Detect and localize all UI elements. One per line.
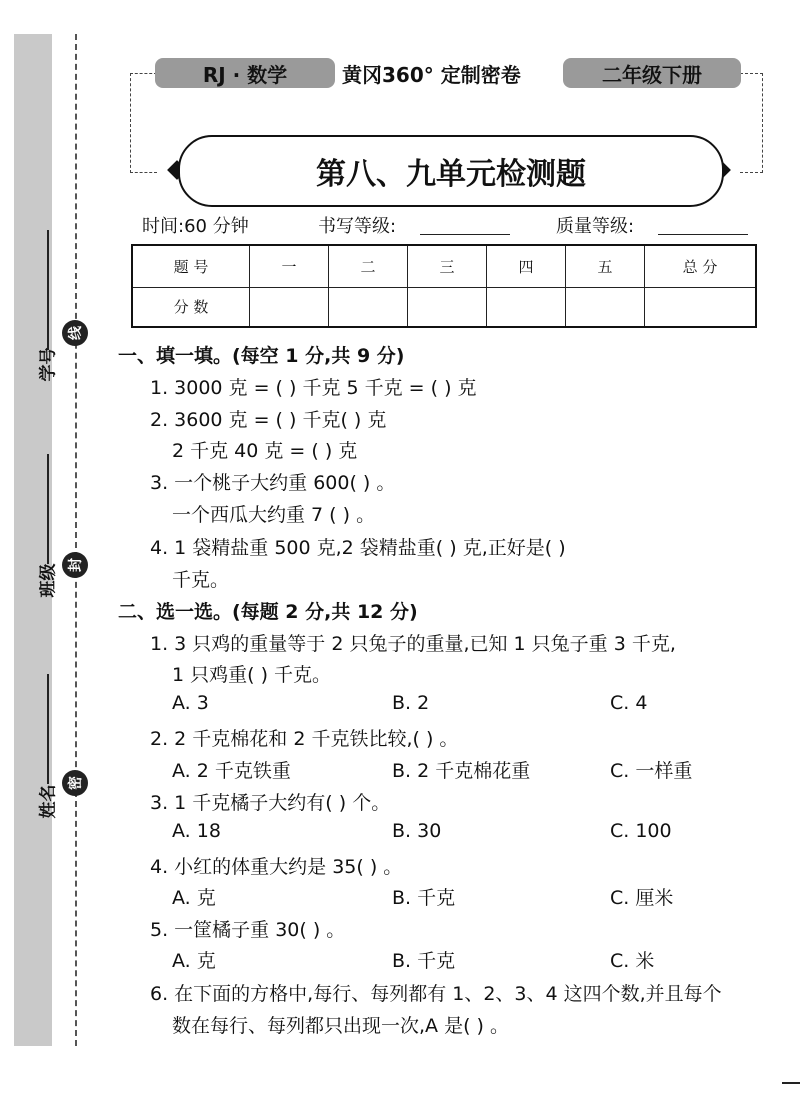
q4-stem: 4. 小红的体重大约是 35( ) 。 <box>150 856 403 878</box>
student-id-label: 学号 <box>38 347 59 382</box>
score-cell[interactable] <box>645 287 757 327</box>
q1-option-b[interactable]: B. 2 <box>392 692 430 714</box>
table-header-cell: 一 <box>250 245 329 287</box>
score-cell[interactable] <box>408 287 487 327</box>
binding-strip <box>14 34 59 1046</box>
q3-option-b[interactable]: B. 30 <box>392 820 442 842</box>
q5-option-a[interactable]: A. 克 <box>172 950 216 972</box>
table-header-cell: 总 分 <box>645 245 757 287</box>
s1-line-1: 1. 3000 克 = ( ) 千克 5 千克 = ( ) 克 <box>150 377 477 399</box>
quality-grade-blank[interactable] <box>658 216 748 235</box>
writing-grade-blank[interactable] <box>420 216 510 235</box>
q1-option-a[interactable]: A. 3 <box>172 692 209 714</box>
q5-stem: 5. 一筐橘子重 30( ) 。 <box>150 919 346 941</box>
q6-stem-2: 数在每行、每列都只出现一次,A 是( ) 。 <box>172 1015 509 1037</box>
q4-option-b[interactable]: B. 千克 <box>392 887 456 909</box>
exam-meta <box>142 208 762 238</box>
q1-option-c[interactable]: C. 4 <box>610 692 648 714</box>
header-right-bracket <box>740 73 763 173</box>
q5-option-c[interactable]: C. 米 <box>610 950 655 972</box>
seal-seal-mark: 封 <box>62 552 88 578</box>
s1-line-3: 2 千克 40 克 = ( ) 克 <box>172 440 358 462</box>
name-label: 姓名 <box>38 784 59 819</box>
header-left-bracket <box>130 73 157 173</box>
q3-option-a[interactable]: A. 18 <box>172 820 221 842</box>
section1-heading: 一、填一填。(每空 1 分,共 9 分) <box>118 345 405 367</box>
score-table <box>131 244 757 328</box>
q6-stem: 6. 在下面的方格中,每行、每列都有 1、2、3、4 这四个数,并且每个 <box>150 983 722 1005</box>
s1-line-7: 千克。 <box>172 569 230 591</box>
table-header-cell: 三 <box>408 245 487 287</box>
name-blank[interactable] <box>47 674 49 784</box>
q1-stem: 1. 3 只鸡的重量等于 2 只兔子的重量,已知 1 只兔子重 3 千克, <box>150 633 676 655</box>
student-id-blank[interactable] <box>47 230 49 350</box>
page-corner-mark <box>782 1082 800 1084</box>
q2-option-b[interactable]: B. 2 千克棉花重 <box>392 760 531 782</box>
cut-line <box>75 34 77 1046</box>
q4-option-c[interactable]: C. 厘米 <box>610 887 674 909</box>
s1-line-4: 3. 一个桃子大约重 600( ) 。 <box>150 472 396 494</box>
q2-option-c[interactable]: C. 一样重 <box>610 760 693 782</box>
table-header-cell: 五 <box>566 245 645 287</box>
q2-option-a[interactable]: A. 2 千克铁重 <box>172 760 291 782</box>
score-row-label: 分 数 <box>132 287 250 327</box>
seal-line-mark: 线 <box>62 320 88 346</box>
q2-stem: 2. 2 千克棉花和 2 千克铁比较,( ) 。 <box>150 728 459 750</box>
quality-grade-label: 质量等级: <box>556 216 635 237</box>
section2-heading: 二、选一选。(每题 2 分,共 12 分) <box>118 601 418 623</box>
page-title: 第八、九单元检测题 <box>178 135 724 207</box>
s1-line-5: 一个西瓜大约重 7 ( ) 。 <box>172 504 376 526</box>
score-cell[interactable] <box>250 287 329 327</box>
q3-stem: 3. 1 千克橘子大约有( ) 个。 <box>150 792 391 814</box>
q3-option-c[interactable]: C. 100 <box>610 820 672 842</box>
q5-option-b[interactable]: B. 千克 <box>392 950 456 972</box>
s1-line-2: 2. 3600 克 = ( ) 千克( ) 克 <box>150 409 387 431</box>
grade-tag: 二年级下册 <box>563 58 741 88</box>
q1-stem-2: 1 只鸡重( ) 千克。 <box>172 664 332 686</box>
score-cell[interactable] <box>566 287 645 327</box>
class-blank[interactable] <box>47 454 49 564</box>
score-cell[interactable] <box>329 287 408 327</box>
table-header-cell: 二 <box>329 245 408 287</box>
writing-grade-label: 书写等级: <box>318 216 397 237</box>
brand-name: 黄冈360° 定制密卷 <box>342 62 521 87</box>
table-header-cell: 四 <box>487 245 566 287</box>
class-label: 班级 <box>38 563 59 598</box>
subject-tag: RJ · 数学 <box>155 58 335 88</box>
table-header-cell: 题 号 <box>132 245 250 287</box>
seal-secret-mark: 密 <box>62 770 88 796</box>
score-cell[interactable] <box>487 287 566 327</box>
s1-line-6: 4. 1 袋精盐重 500 克,2 袋精盐重( ) 克,正好是( ) <box>150 537 566 559</box>
time-limit: 时间:60 分钟 <box>142 216 249 237</box>
q4-option-a[interactable]: A. 克 <box>172 887 216 909</box>
